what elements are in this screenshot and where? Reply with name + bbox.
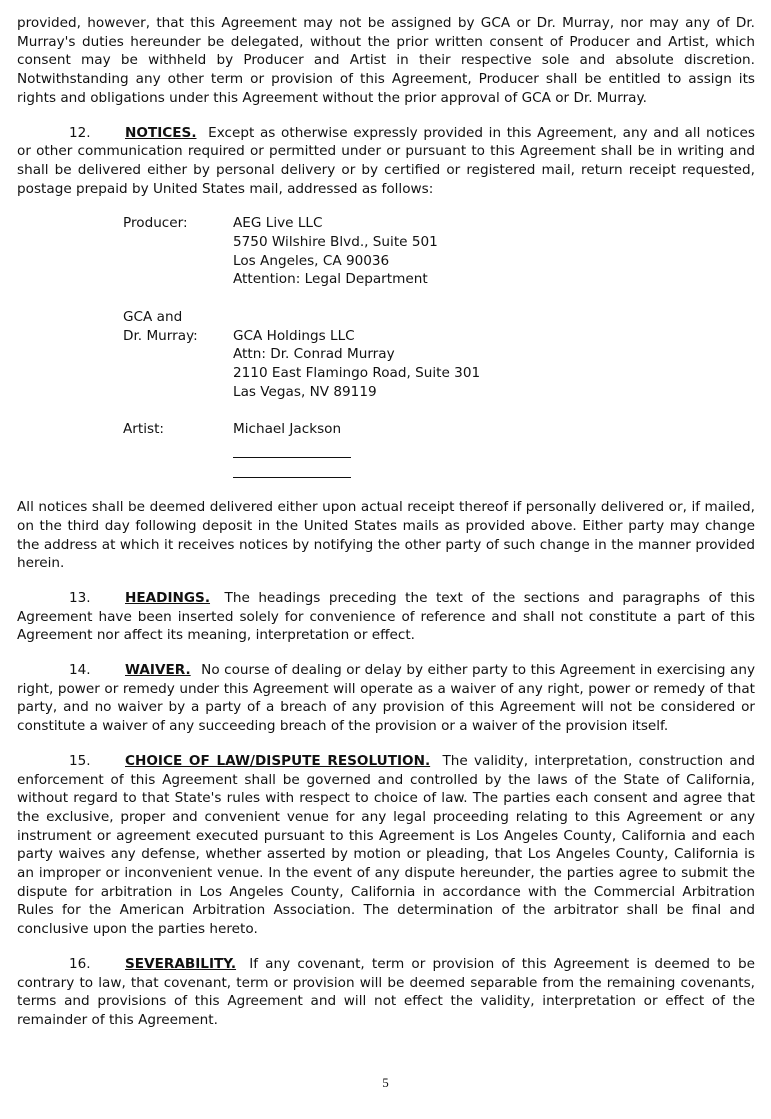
- address-line: Los Angeles, CA 90036: [233, 252, 390, 269]
- address-line: GCA Holdings LLC: [233, 327, 355, 344]
- section-text: No course of dealing or delay by either party to this Agreement in exercising any right, power or remedy under this Agreement will operate as a waiver of any right, power or remedy of that party, and no waiver by a party of a breach of any provision of this Agreement will not be considered or constitute a waiver of any succeeding breach of the provision or a waiver of the provision itself.: [17, 662, 755, 735]
- intro-paragraph: provided, however, that this Agreement may not be assigned by GCA or Dr. Murray, nor may any of Dr. Murray's duties hereunder be delegated, without the prior written consent of Producer and Artist, which consent may be withheld by Producer and Artist in their respective sole and absolute discretion. Notwithstanding any other term or provision of this Agreement, Producer shall be entitled to assign its rights and obligations under this Agreement without the prior approval of GCA or Dr. Murray.: [17, 15, 755, 106]
- section-16: [17, 955, 755, 1030]
- address-line: Attn: Dr. Conrad Murray: [233, 346, 395, 363]
- section-heading: SEVERABILITY.: [125, 955, 237, 972]
- address-label: Dr. Murray:: [123, 327, 198, 344]
- blank-address-line: [233, 458, 351, 478]
- address-line: Michael Jackson: [233, 421, 342, 438]
- section-12: [17, 124, 755, 199]
- document-page: [17, 14, 755, 1030]
- section-text: If any covenant, term or provision of this Agreement is deemed to be contrary to law, that covenant, term or provision will be deemed separable from the remaining covenants, terms and provisions of this Agreement and will not effect the validity, interpretation or effect of the remainder of this Agreement.: [17, 955, 755, 1028]
- address-entry-producer: [123, 214, 755, 289]
- section-text: The headings preceding the text of the sections and paragraphs of this Agreement have been inserted solely for convenience of reference and shall not constitute a part of this Agreement nor affect its meaning, interpretation or effect.: [17, 589, 756, 644]
- section-15: [17, 752, 755, 939]
- section-number: 12.: [69, 124, 91, 141]
- address-line: Attention: Legal Department: [233, 271, 428, 288]
- section-13: [17, 589, 755, 645]
- address-block: [123, 214, 755, 478]
- address-label: GCA and: [123, 308, 183, 325]
- section-text: Except as otherwise expressly provided in this Agreement, any and all notices or other communication required or permitted under or pursuant to this Agreement shall be in writing and shall be delivered either by personal delivery or by certified or registered mail, return receipt requested, postage prepaid by United States mail, addressed as follows:: [17, 124, 755, 197]
- section-number: 14.: [69, 662, 91, 679]
- blank-address-line: [233, 439, 351, 459]
- section-heading: CHOICE OF LAW/DISPUTE RESOLUTION.: [125, 752, 431, 769]
- section-number: 13.: [69, 589, 91, 606]
- section-text: The validity, interpretation, construction and enforcement of this Agreement shall be governed and controlled by the laws of the State of California, without regard to that State's rules with respect to choice of law. The parties each consent and agree that the exclusive, proper and convenient venue for any legal proceeding relating to this Agreement or any instrument or agreement executed pursuant to this Agreement is Los Angeles County, California and each party waives any defense, whether asserted by motion or pleading, that Los Angeles County, California is an improper or inconvenient venue. In the event of any dispute hereunder, the parties agree to submit the dispute for arbitration in Los Angeles County, California in accordance with the Commercial Arbitration Rules for the American Arbitration Association. The determination of the arbitrator shall be final and conclusive upon the parties hereto.: [17, 752, 755, 938]
- section-heading: WAIVER.: [125, 662, 191, 679]
- address-line: 5750 Wilshire Blvd., Suite 501: [233, 234, 438, 251]
- notice-delivery-paragraph: All notices shall be deemed delivered either upon actual receipt thereof if personally delivered or, if mailed, on the third day following deposit in the United States mails as provided above. Either party may change the address at which it receives notices by notifying the other party of such change in the manner provided herein.: [17, 499, 755, 572]
- address-label: Artist:: [123, 421, 164, 438]
- address-entry-gca: [123, 308, 755, 402]
- section-14: [17, 661, 755, 736]
- address-line: AEG Live LLC: [233, 215, 323, 232]
- address-line: Las Vegas, NV 89119: [233, 383, 377, 400]
- address-entry-artist: [123, 420, 755, 478]
- page-number: 5: [382, 1075, 389, 1090]
- address-label: Producer:: [123, 215, 188, 232]
- section-number: 15.: [69, 752, 91, 769]
- address-line: 2110 East Flamingo Road, Suite 301: [233, 364, 481, 381]
- section-number: 16.: [69, 955, 91, 972]
- section-heading: HEADINGS.: [125, 589, 211, 606]
- section-heading: NOTICES.: [125, 124, 197, 141]
